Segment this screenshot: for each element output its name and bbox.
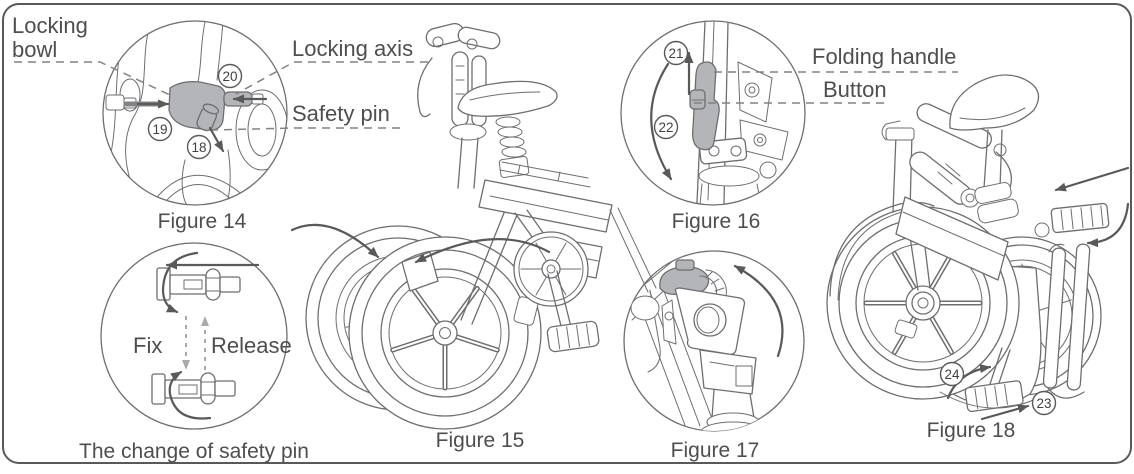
folding-handle-label: Folding handle <box>812 44 957 69</box>
svg-text:19: 19 <box>152 121 168 137</box>
callout-18 <box>188 136 211 159</box>
callout-21 <box>665 42 688 65</box>
safety-pin-change-group <box>79 243 309 463</box>
figure17-caption: Figure 17 <box>670 439 760 462</box>
folding-handle-drawing <box>690 22 788 205</box>
locking-axis-leader <box>236 62 428 94</box>
hinge-drawing <box>628 260 765 442</box>
locking-bowl-label-line1: Locking <box>12 13 88 38</box>
pin-released-drawing <box>152 372 235 419</box>
release-label: Release <box>211 333 292 358</box>
locking-bowl-leader <box>14 62 172 96</box>
figure-15-group <box>292 22 660 452</box>
fix-label: Fix <box>133 333 163 358</box>
folded-bike-drawing <box>827 75 1109 412</box>
locking-mechanism-drawing <box>106 22 288 208</box>
half-folded-bike-drawing <box>306 22 660 429</box>
svg-text:24: 24 <box>944 366 960 382</box>
svg-text:20: 20 <box>222 68 238 84</box>
svg-text:22: 22 <box>658 119 674 135</box>
pin-down-arrow <box>210 128 223 151</box>
push-fold-arrow <box>1056 168 1128 190</box>
locking-bowl-label-line2: bowl <box>12 37 58 62</box>
callout-23 <box>1033 392 1056 415</box>
safety-pin-change-caption: The change of safety pin <box>79 440 309 463</box>
figure-17-group <box>624 251 804 462</box>
button-label: Button <box>823 77 887 102</box>
svg-text:18: 18 <box>191 139 207 155</box>
svg-text:21: 21 <box>668 45 684 61</box>
pin-fixed-drawing <box>157 253 258 312</box>
figure15-caption: Figure 15 <box>435 429 525 452</box>
callout-22 <box>655 116 678 139</box>
callout-20 <box>219 65 242 88</box>
callout-19 <box>149 118 172 141</box>
locking-axis-label: Locking axis <box>292 36 414 61</box>
figure-14-group <box>12 13 428 233</box>
figure16-caption: Figure 16 <box>671 210 761 233</box>
svg-text:23: 23 <box>1036 395 1052 411</box>
figure18-caption: Figure 18 <box>926 419 1016 442</box>
figure14-caption: Figure 14 <box>157 210 247 233</box>
safety-pin-leader <box>212 128 400 130</box>
figure-18-group <box>827 75 1128 442</box>
safety-pin-label: Safety pin <box>292 101 390 126</box>
fold-arrow-left <box>292 225 378 257</box>
callout-24 <box>941 363 964 386</box>
